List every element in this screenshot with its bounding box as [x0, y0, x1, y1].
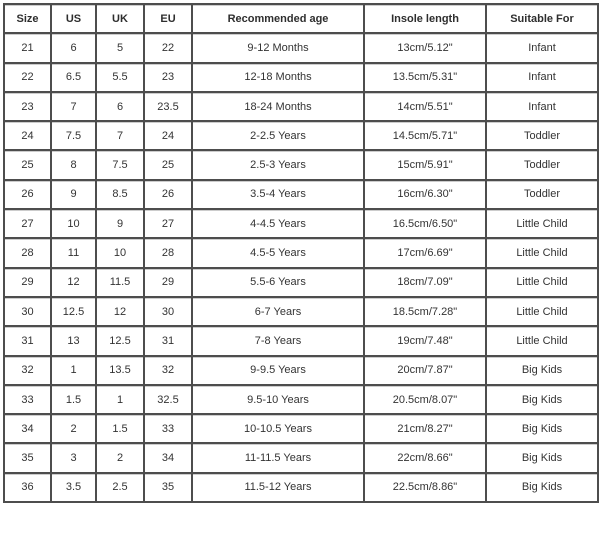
- cell-us: 1: [51, 356, 96, 385]
- cell-size: 27: [4, 209, 51, 238]
- cell-size: 23: [4, 92, 51, 121]
- cell-suitable-for: Toddler: [486, 180, 598, 209]
- cell-us: 8: [51, 150, 96, 179]
- cell-suitable-for: Big Kids: [486, 356, 598, 385]
- cell-us: 10: [51, 209, 96, 238]
- cell-size: 21: [4, 33, 51, 62]
- cell-insole-length: 22.5cm/8.86": [364, 473, 486, 502]
- size-chart-body: [4, 33, 598, 502]
- table-row: [4, 180, 598, 209]
- cell-insole-length: 17cm/6.69": [364, 238, 486, 267]
- cell-eu: 32: [144, 356, 192, 385]
- cell-uk: 11.5: [96, 268, 144, 297]
- column-header-uk: UK: [96, 4, 144, 33]
- cell-recommended-age: 18-24 Months: [192, 92, 364, 121]
- size-chart-header: [4, 4, 598, 33]
- cell-suitable-for: Big Kids: [486, 473, 598, 502]
- cell-eu: 34: [144, 443, 192, 472]
- cell-uk: 5: [96, 33, 144, 62]
- cell-insole-length: 16cm/6.30": [364, 180, 486, 209]
- column-header-us: US: [51, 4, 96, 33]
- cell-uk: 7.5: [96, 150, 144, 179]
- column-header-recommended-age: Recommended age: [192, 4, 364, 33]
- cell-insole-length: 14cm/5.51": [364, 92, 486, 121]
- table-row: [4, 150, 598, 179]
- cell-insole-length: 21cm/8.27": [364, 414, 486, 443]
- column-header-eu: EU: [144, 4, 192, 33]
- table-row: [4, 443, 598, 472]
- table-row: [4, 326, 598, 355]
- cell-recommended-age: 2-2.5 Years: [192, 121, 364, 150]
- cell-suitable-for: Infant: [486, 63, 598, 92]
- cell-eu: 22: [144, 33, 192, 62]
- cell-eu: 24: [144, 121, 192, 150]
- cell-size: 25: [4, 150, 51, 179]
- cell-recommended-age: 11.5-12 Years: [192, 473, 364, 502]
- cell-size: 24: [4, 121, 51, 150]
- cell-uk: 6: [96, 92, 144, 121]
- cell-us: 12.5: [51, 297, 96, 326]
- cell-insole-length: 18.5cm/7.28": [364, 297, 486, 326]
- cell-uk: 5.5: [96, 63, 144, 92]
- cell-recommended-age: 12-18 Months: [192, 63, 364, 92]
- cell-eu: 27: [144, 209, 192, 238]
- cell-suitable-for: Little Child: [486, 209, 598, 238]
- cell-suitable-for: Big Kids: [486, 414, 598, 443]
- cell-us: 11: [51, 238, 96, 267]
- cell-size: 28: [4, 238, 51, 267]
- table-row: [4, 297, 598, 326]
- cell-us: 2: [51, 414, 96, 443]
- cell-insole-length: 20.5cm/8.07": [364, 385, 486, 414]
- cell-eu: 32.5: [144, 385, 192, 414]
- cell-eu: 30: [144, 297, 192, 326]
- cell-size: 29: [4, 268, 51, 297]
- cell-uk: 7: [96, 121, 144, 150]
- cell-us: 9: [51, 180, 96, 209]
- cell-recommended-age: 9.5-10 Years: [192, 385, 364, 414]
- cell-recommended-age: 3.5-4 Years: [192, 180, 364, 209]
- cell-size: 36: [4, 473, 51, 502]
- cell-eu: 35: [144, 473, 192, 502]
- cell-insole-length: 13.5cm/5.31": [364, 63, 486, 92]
- cell-recommended-age: 4.5-5 Years: [192, 238, 364, 267]
- cell-eu: 33: [144, 414, 192, 443]
- cell-suitable-for: Infant: [486, 92, 598, 121]
- cell-uk: 13.5: [96, 356, 144, 385]
- cell-size: 34: [4, 414, 51, 443]
- cell-recommended-age: 11-11.5 Years: [192, 443, 364, 472]
- cell-us: 13: [51, 326, 96, 355]
- cell-suitable-for: Big Kids: [486, 443, 598, 472]
- cell-insole-length: 14.5cm/5.71": [364, 121, 486, 150]
- cell-suitable-for: Little Child: [486, 268, 598, 297]
- cell-suitable-for: Little Child: [486, 326, 598, 355]
- cell-recommended-age: 4-4.5 Years: [192, 209, 364, 238]
- cell-eu: 26: [144, 180, 192, 209]
- table-row: [4, 121, 598, 150]
- cell-uk: 8.5: [96, 180, 144, 209]
- table-row: [4, 63, 598, 92]
- cell-us: 6.5: [51, 63, 96, 92]
- cell-size: 30: [4, 297, 51, 326]
- cell-eu: 31: [144, 326, 192, 355]
- cell-recommended-age: 9-9.5 Years: [192, 356, 364, 385]
- cell-size: 35: [4, 443, 51, 472]
- cell-size: 32: [4, 356, 51, 385]
- cell-uk: 10: [96, 238, 144, 267]
- column-header-size: Size: [4, 4, 51, 33]
- table-row: [4, 238, 598, 267]
- cell-uk: 1.5: [96, 414, 144, 443]
- cell-suitable-for: Infant: [486, 33, 598, 62]
- table-row: [4, 473, 598, 502]
- cell-eu: 29: [144, 268, 192, 297]
- cell-insole-length: 13cm/5.12": [364, 33, 486, 62]
- cell-uk: 2.5: [96, 473, 144, 502]
- cell-recommended-age: 2.5-3 Years: [192, 150, 364, 179]
- cell-insole-length: 19cm/7.48": [364, 326, 486, 355]
- cell-insole-length: 22cm/8.66": [364, 443, 486, 472]
- cell-suitable-for: Toddler: [486, 150, 598, 179]
- cell-us: 3.5: [51, 473, 96, 502]
- cell-eu: 28: [144, 238, 192, 267]
- cell-uk: 1: [96, 385, 144, 414]
- cell-uk: 12.5: [96, 326, 144, 355]
- header-row: [4, 4, 598, 33]
- column-header-insole-length: Insole length: [364, 4, 486, 33]
- cell-size: 22: [4, 63, 51, 92]
- table-row: [4, 92, 598, 121]
- cell-us: 7.5: [51, 121, 96, 150]
- cell-uk: 9: [96, 209, 144, 238]
- cell-us: 7: [51, 92, 96, 121]
- cell-recommended-age: 10-10.5 Years: [192, 414, 364, 443]
- table-row: [4, 385, 598, 414]
- cell-us: 6: [51, 33, 96, 62]
- table-row: [4, 268, 598, 297]
- cell-us: 1.5: [51, 385, 96, 414]
- cell-eu: 25: [144, 150, 192, 179]
- cell-recommended-age: 5.5-6 Years: [192, 268, 364, 297]
- cell-suitable-for: Little Child: [486, 238, 598, 267]
- cell-insole-length: 18cm/7.09": [364, 268, 486, 297]
- table-row: [4, 209, 598, 238]
- cell-us: 3: [51, 443, 96, 472]
- cell-recommended-age: 9-12 Months: [192, 33, 364, 62]
- cell-insole-length: 20cm/7.87": [364, 356, 486, 385]
- size-chart-table: [3, 3, 599, 503]
- cell-eu: 23.5: [144, 92, 192, 121]
- cell-recommended-age: 6-7 Years: [192, 297, 364, 326]
- cell-uk: 12: [96, 297, 144, 326]
- cell-suitable-for: Big Kids: [486, 385, 598, 414]
- column-header-suitable-for: Suitable For: [486, 4, 598, 33]
- cell-insole-length: 16.5cm/6.50": [364, 209, 486, 238]
- cell-recommended-age: 7-8 Years: [192, 326, 364, 355]
- cell-insole-length: 15cm/5.91": [364, 150, 486, 179]
- table-row: [4, 414, 598, 443]
- cell-us: 12: [51, 268, 96, 297]
- cell-uk: 2: [96, 443, 144, 472]
- table-row: [4, 33, 598, 62]
- cell-size: 33: [4, 385, 51, 414]
- cell-size: 26: [4, 180, 51, 209]
- cell-eu: 23: [144, 63, 192, 92]
- cell-suitable-for: Toddler: [486, 121, 598, 150]
- cell-suitable-for: Little Child: [486, 297, 598, 326]
- table-row: [4, 356, 598, 385]
- cell-size: 31: [4, 326, 51, 355]
